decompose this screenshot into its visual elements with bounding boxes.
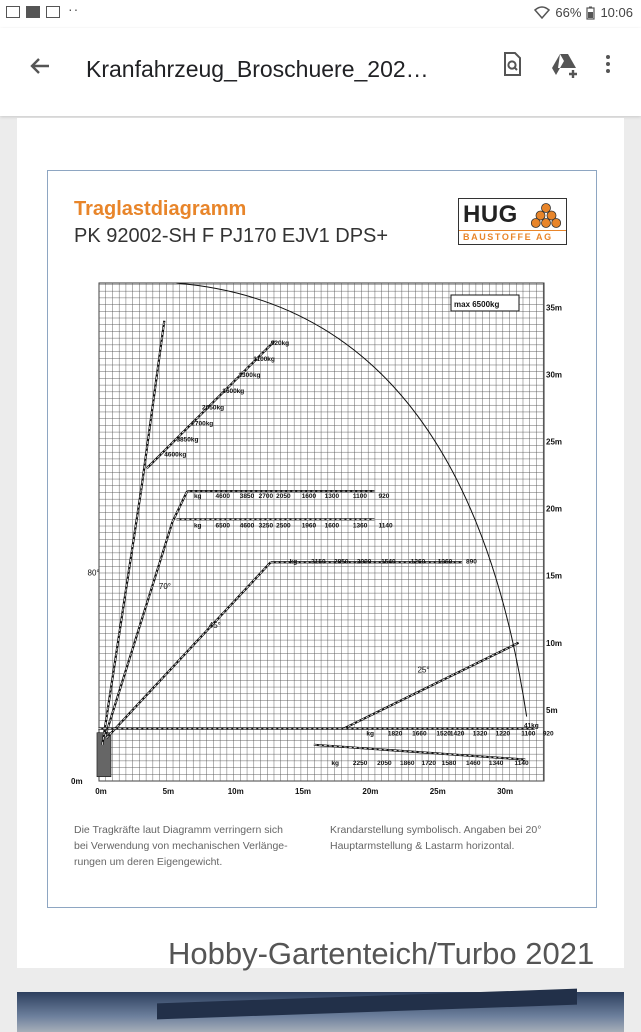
footnote-left-line: Die Tragkräfte laut Diagramm verringern sich — [74, 824, 283, 836]
plot-area — [99, 283, 544, 781]
boom-load-label: 4600kg — [164, 451, 187, 459]
load-row-value: 2500 — [276, 522, 291, 530]
load-row-value: 1820 — [387, 730, 403, 738]
load-row-value: 920 — [542, 730, 554, 738]
load-row-value: 2700 — [258, 492, 274, 500]
load-row-value: 1260 — [410, 558, 426, 566]
load-row-value: 1860 — [400, 759, 415, 767]
load-row-value: 1140 — [514, 759, 529, 767]
back-arrow-icon[interactable] — [22, 48, 58, 84]
load-row-value: 1100 — [352, 492, 367, 500]
load-row-value: 4600 — [215, 492, 230, 500]
x-tick-label: 0m — [95, 787, 107, 796]
load-row-value: 3250 — [258, 522, 274, 530]
document-heading: Traglastdiagramm — [74, 198, 247, 220]
load-row-value: 1540 — [381, 558, 396, 566]
more-notifications-icon: ·· — [68, 1, 80, 17]
logo-tagline: BAUSTOFFE AG — [463, 232, 553, 242]
pdf-page — [17, 118, 624, 968]
load-row-value: 1460 — [466, 759, 481, 767]
x-tick-label: 20m — [362, 787, 379, 796]
load-row-value: 1420 — [449, 730, 465, 738]
watermark: Hobby-Gartenteich/Turbo 2021 — [168, 936, 595, 971]
boom-load-label: 2700kg — [191, 420, 214, 428]
load-row-value: 1520 — [436, 730, 451, 738]
activity-icon — [46, 6, 60, 18]
y-tick-label: 0m — [71, 777, 83, 786]
more-vert-icon[interactable] — [590, 46, 626, 82]
angle-label-80: 80° — [87, 568, 100, 578]
boom-load-label: 1100kg — [253, 355, 275, 363]
load-row-value: 1320 — [472, 730, 488, 738]
flipboard-icon — [26, 6, 40, 18]
battery-percent: 66% — [555, 5, 582, 20]
load-row-value: 6500 — [215, 522, 230, 530]
load-row-kg: kg — [193, 522, 202, 530]
logo-name: HUG — [463, 201, 518, 228]
load-row-value: 1300 — [324, 492, 340, 500]
load-row-kg: kg — [331, 759, 339, 767]
load-row-value: 1720 — [421, 759, 437, 767]
add-to-drive-icon[interactable] — [546, 46, 582, 82]
load-row-value: 2050 — [276, 492, 291, 500]
footnote-left — [74, 822, 288, 870]
x-tick-label: 10m — [227, 787, 244, 796]
status-bar — [0, 0, 641, 28]
load-row-value: 2250 — [352, 759, 368, 767]
max-load-label: max 6500kg — [454, 300, 500, 309]
document-title: Kranfahrzeug_Broschuere_202… — [86, 56, 429, 82]
footnote-left-line: bei Verwendung von mechanischen Verlänge- — [74, 840, 288, 852]
y-tick-label: 5m — [546, 705, 558, 715]
load-row-value: 1340 — [488, 759, 504, 767]
boom-load-label: 1600kg — [222, 388, 245, 396]
load-row-value: 1140 — [378, 522, 393, 530]
load-row-value: 2050 — [377, 759, 392, 767]
load-row-value: 1360 — [352, 522, 368, 530]
x-tick-label: 25m — [429, 787, 446, 796]
footnote-left-line: rungen um deren Eigengewicht. — [74, 856, 223, 868]
x-tick-label: 30m — [497, 787, 514, 796]
y-tick-label: 35m — [546, 303, 563, 313]
load-row-kg: kg — [289, 558, 298, 566]
image-icon — [6, 6, 20, 18]
load-row-value: 3850 — [239, 492, 255, 500]
app-bar — [0, 28, 641, 116]
load-row-value: 1600 — [301, 492, 317, 500]
crane-model: PK 92002-SH F PJ170 EJV1 DPS+ — [74, 225, 389, 247]
load-row-value: 2000 — [356, 558, 372, 566]
x-tick-label: 15m — [295, 787, 312, 796]
load-row-kg: kg — [193, 492, 202, 500]
battery-icon — [586, 6, 595, 20]
footnote-right-line: Krandarstellung symbolisch. Angaben bei 20° — [330, 824, 542, 836]
load-row-value: 3150 — [311, 558, 326, 566]
load-row-value: 920 — [378, 492, 390, 500]
y-tick-label: 10m — [546, 638, 563, 648]
load-row-value: 4600 — [239, 522, 255, 530]
load-row-value: 1100 — [521, 730, 536, 738]
y-tick-label: 25m — [546, 437, 563, 447]
find-in-page-icon[interactable] — [494, 46, 530, 82]
photo-beam — [157, 989, 577, 1020]
angle-label-45: 45° — [208, 621, 221, 631]
clock: 10:06 — [600, 5, 633, 20]
y-tick-label: 15m — [546, 571, 563, 581]
load-row-value: 41kg — [523, 722, 539, 730]
angle-label-25: 25° — [417, 665, 430, 675]
load-row-value: 1600 — [324, 522, 340, 530]
boom-load-label: 920kg — [270, 339, 290, 347]
load-row-value: 1960 — [301, 522, 317, 530]
angle-label-70: 70° — [158, 582, 172, 592]
load-row-value: 1220 — [495, 730, 511, 738]
load-row-value: 890 — [466, 558, 477, 566]
load-row-value: 2850 — [334, 558, 349, 566]
y-tick-label: 30m — [546, 370, 563, 380]
footnote-right-line: Hauptarmstellung & Lastarm horizontal. — [330, 840, 515, 852]
wifi-icon — [534, 6, 550, 19]
boom-load-label: 1300kg — [238, 372, 261, 380]
footnote-right — [330, 822, 541, 854]
y-tick-label: 20m — [546, 504, 563, 514]
load-row-value: 1060 — [437, 558, 453, 566]
x-tick-label: 5m — [162, 787, 175, 796]
boom-load-label: 2050kg — [202, 404, 225, 412]
next-page-photo — [17, 992, 624, 1032]
load-row-kg: kg — [366, 730, 374, 738]
load-row-value: 1660 — [412, 730, 427, 738]
boom-load-label: 3850kg — [176, 436, 199, 444]
load-row-value: 1580 — [441, 759, 457, 767]
